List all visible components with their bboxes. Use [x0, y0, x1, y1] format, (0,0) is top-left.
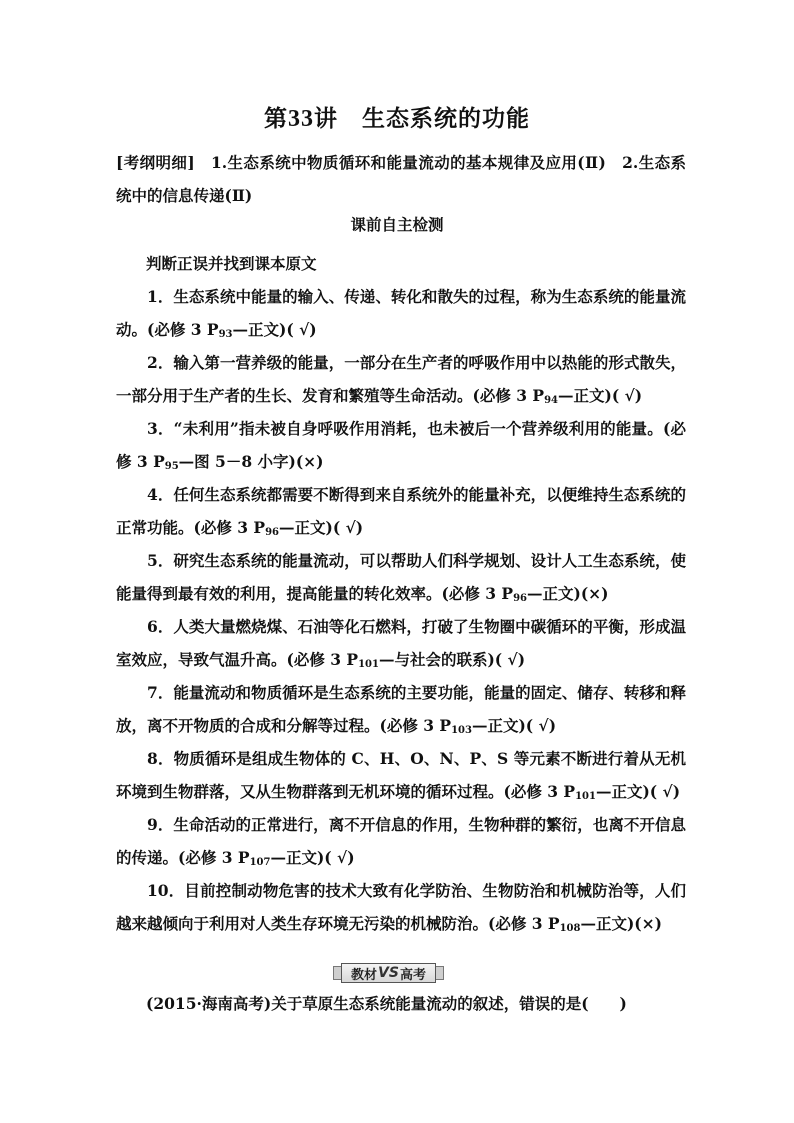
list-item [116, 874, 686, 945]
item-reference: (必修 3 $P_{95}—$图 5－8 小字)(×) [116, 419, 686, 472]
item-body: 5．研究生态系统的能量流动，可以帮助人们科学规划、设计人工生态系统，使能量得到最有效的利用，提高能量的转化效率。 [116, 551, 686, 603]
item-reference: (必修 3 $P_{108}—$正文)(×) [488, 914, 662, 934]
item-reference: (必修 3 $P_{107}—$正文)( √) [178, 848, 355, 868]
list-item [116, 808, 686, 879]
item-body: 10．目前控制动物危害的技术大致有化学防治、生物防治和机械防治等，人们越来越倾向于利用对人类生存环境无污染的机械防治。 [116, 881, 686, 933]
item-body: 1．生态系统中能量的输入、传递、转化和散失的过程，称为生态系统的能量流动。 [116, 287, 686, 339]
item-reference: (必修 3 $P_{94}—$正文)( √) [472, 386, 643, 406]
item-reference: (必修 3 $P_{101}—$与社会的联系)( √) [286, 650, 526, 670]
item-body: 6．人类大量燃烧煤、石油等化石燃料，打破了生物圈中碳循环的平衡，形成温室效应，导致气温升高。 [116, 617, 686, 669]
item-body: 3．“未利用”指未被自身呼吸作用消耗，也未被后一个营养级利用的能量。 [147, 419, 663, 438]
item-body: 4．任何生态系统都需要不断得到来自系统外的能量补充，以便维持生态系统的正常功能。 [116, 485, 686, 537]
title-suffix: 讲 生态系统的功能 [314, 105, 530, 132]
item-reference: (必修 3 $P_{103}—$正文)( √) [379, 716, 557, 736]
syllabus-outline: [考纲明细] 1.生态系统中物质循环和能量流动的基本规律及应用(Ⅱ) 2.生态系统中的信息传递(Ⅱ) [116, 153, 686, 205]
item-reference: (必修 3 $P_{96}—$正文)(×) [441, 584, 609, 604]
exam-question: (2015·海南高考)关于草原生态系统能量流动的叙述，错误的是( ) [146, 994, 627, 1013]
item-body: 7．能量流动和物质循环是生态系统的主要功能，能量的固定、储存、转移和释放，离不开物质的合成和分解等过程。 [116, 683, 686, 735]
item-reference: (必修 3 $P_{93}—$正文)( √) [147, 320, 317, 340]
section-heading: 课前自主检测 [350, 215, 444, 234]
list-item [116, 478, 686, 549]
list-item [116, 610, 686, 681]
item-body: 9．生命活动的正常进行，离不开信息的作用，生物种群的繁衍，也离不开信息的传递。 [116, 815, 686, 867]
title-number: 33 [288, 106, 314, 132]
banner-right-label: 高考 [399, 967, 426, 983]
list-item [116, 742, 686, 813]
list-item [116, 412, 686, 483]
list-item [116, 676, 686, 747]
item-reference: (必修 3 $P_{96}—$正文)( √) [193, 518, 364, 538]
item-reference: (必修 3 $P_{101}—$正文)( √) [503, 782, 681, 802]
item-body: 8．物质循环是组成生物体的 C、H、O、N、P、S 等元素不断进行着从无机环境到生物群落，又从生物群落到无机环境的循环过程。 [116, 749, 686, 801]
page-title [0, 100, 794, 133]
title-prefix: 第 [264, 105, 288, 132]
instruction-text: 判断正误并找到课本原文 [146, 254, 317, 273]
banner-left-label: 教材 [351, 967, 378, 983]
list-item [116, 544, 686, 615]
banner-vs-label: VS [378, 965, 399, 981]
item-body: 2．输入第一营养级的能量，一部分在生产者的呼吸作用中以热能的形式散失，一部分用于生产者的生长、发育和繁殖等生命活动。 [116, 353, 686, 405]
list-item [116, 280, 686, 351]
list-item [116, 346, 686, 417]
textbook-vs-exam-banner [341, 963, 436, 983]
